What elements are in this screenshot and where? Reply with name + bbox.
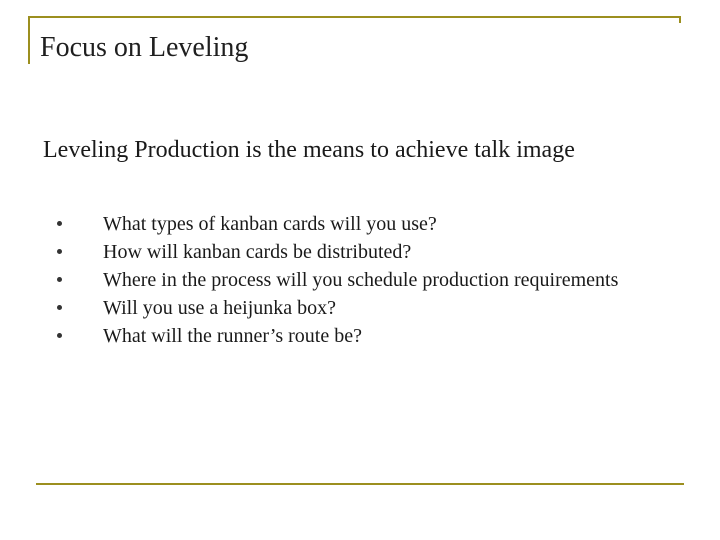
frame-right-accent [679, 16, 681, 23]
frame-top-rule [28, 16, 681, 18]
bullet-item [44, 323, 644, 349]
bullet-text: How will kanban cards be distributed? [103, 241, 412, 263]
bullet-dot-icon [57, 221, 62, 226]
bullet-dot-icon [57, 249, 62, 254]
bullet-dot-icon [57, 277, 62, 282]
bullet-text: Where in the process will you schedule production requirements [103, 269, 619, 291]
bullet-list [44, 211, 644, 349]
bullet-item [44, 239, 644, 265]
lead-paragraph: Leveling Production is the means to achieve talk image [43, 137, 575, 163]
frame-left-accent [28, 16, 30, 64]
bullet-text: What types of kanban cards will you use? [103, 213, 437, 235]
bullet-dot-icon [57, 333, 62, 338]
frame-bottom-rule [36, 483, 684, 485]
bullet-text: Will you use a heijunka box? [103, 297, 337, 319]
slide-title: Focus on Leveling [40, 32, 249, 63]
bullet-item [44, 295, 644, 321]
bullet-text: What will the runner’s route be? [103, 325, 362, 347]
bullet-item [44, 267, 644, 293]
bullet-dot-icon [57, 305, 62, 310]
bullet-item [44, 211, 644, 237]
